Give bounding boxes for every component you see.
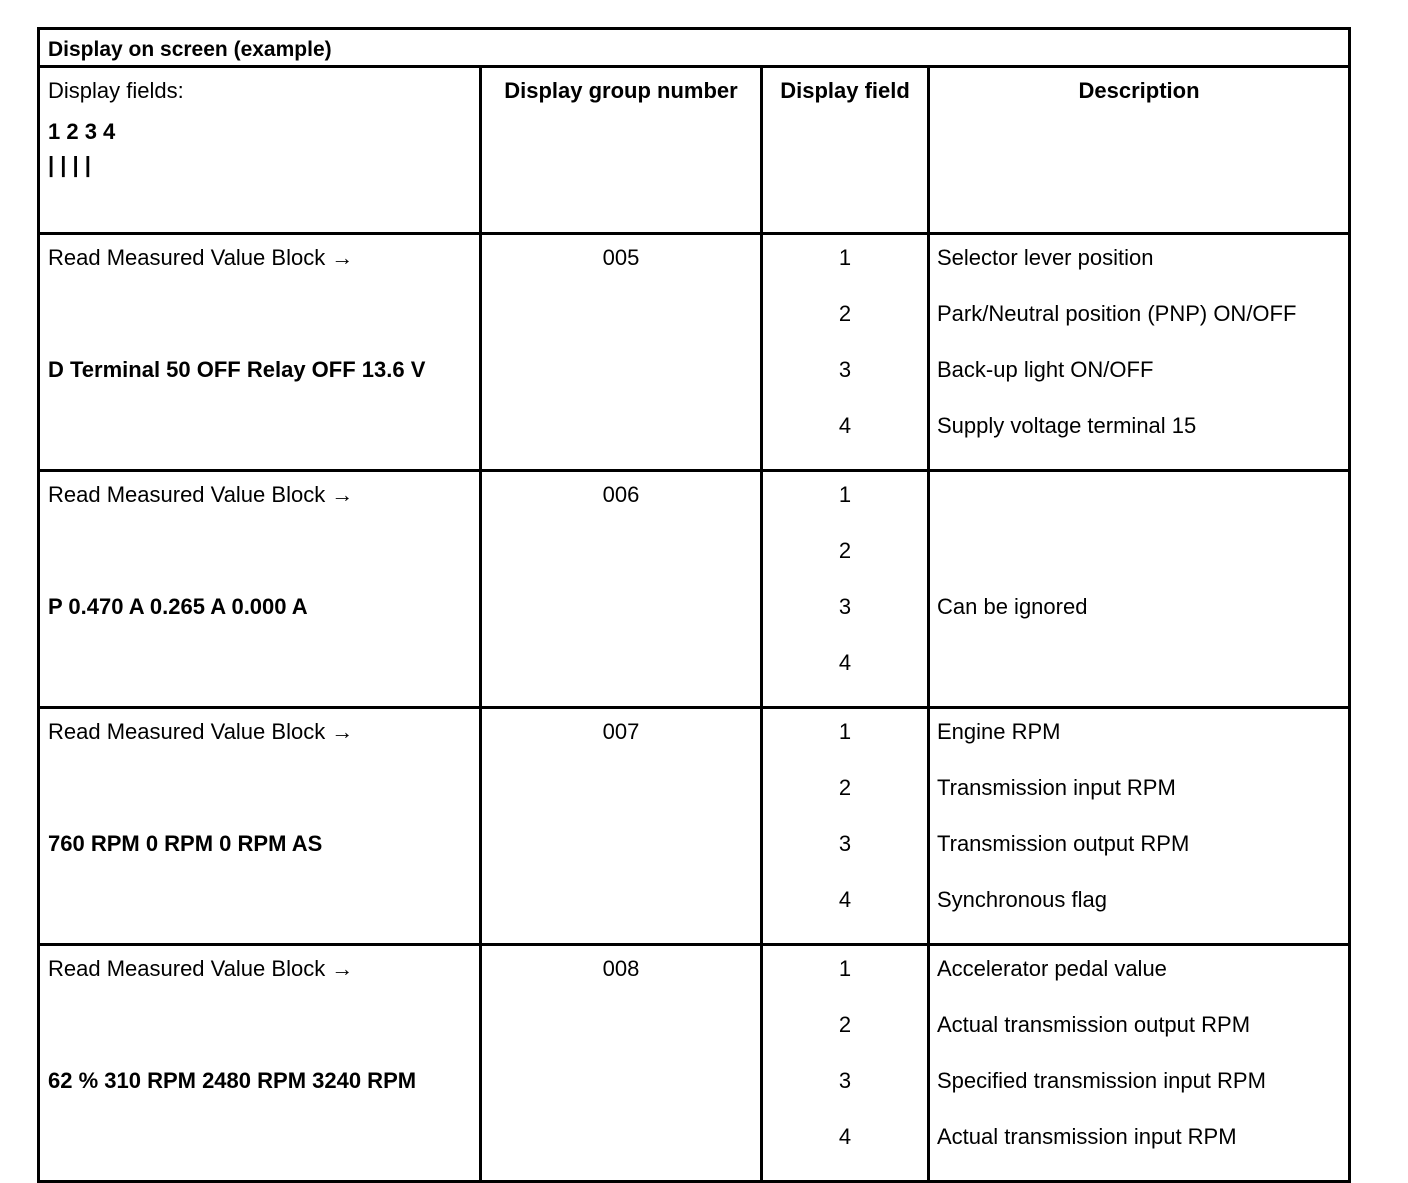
display-field-number: 4 — [838, 413, 852, 438]
field-description — [937, 482, 1340, 538]
field-description — [937, 650, 1340, 706]
display-field-cell — [762, 708, 929, 945]
table-row — [39, 945, 1350, 1182]
table-row — [39, 471, 1350, 708]
block-value: D Terminal 50 OFF Relay OFF 13.6 V — [48, 357, 426, 382]
block-value: 760 RPM 0 RPM 0 RPM AS — [48, 831, 323, 856]
display-field-cell — [762, 234, 929, 471]
display-field-number: 2 — [838, 1012, 852, 1037]
block-label-text: Read Measured Value Block — [48, 956, 326, 981]
group-number-header: Display group number — [481, 67, 762, 234]
description-header: Description — [929, 67, 1350, 234]
description-cell — [929, 945, 1350, 1182]
display-field-number: 1 — [838, 956, 852, 981]
display-field-cell — [762, 945, 929, 1182]
field-description: Synchronous flag — [937, 887, 1107, 912]
group-number: 007 — [481, 708, 762, 945]
block-label-text: Read Measured Value Block — [48, 245, 326, 270]
arrow-right-icon: → — [331, 719, 354, 744]
block-cell — [39, 708, 481, 945]
display-field-number: 2 — [838, 775, 852, 800]
display-fields-numbers: 1 2 3 4 — [48, 119, 116, 144]
display-field-number: 4 — [838, 650, 852, 675]
display-fields-pipes: | | | | — [48, 152, 91, 177]
field-description — [937, 538, 1340, 594]
block-cell — [39, 471, 481, 708]
block-value: 62 % 310 RPM 2480 RPM 3240 RPM — [48, 1068, 417, 1093]
arrow-right-icon: → — [331, 245, 354, 270]
field-description: Specified transmission input RPM — [937, 1068, 1266, 1093]
block-value: P 0.470 A 0.265 A 0.000 A — [48, 594, 308, 619]
arrow-right-icon: → — [331, 482, 354, 507]
field-description: Transmission input RPM — [937, 775, 1176, 800]
block-cell — [39, 945, 481, 1182]
table-row — [39, 708, 1350, 945]
group-number: 006 — [481, 471, 762, 708]
block-label-text: Read Measured Value Block — [48, 719, 326, 744]
description-cell — [929, 708, 1350, 945]
display-fields-label: Display fields: — [48, 78, 184, 103]
table-title: Display on screen (example) — [39, 29, 1350, 67]
display-field-number: 4 — [838, 1124, 852, 1149]
field-description: Accelerator pedal value — [937, 956, 1167, 981]
table-row — [39, 234, 1350, 471]
description-cell — [929, 471, 1350, 708]
display-field-cell — [762, 471, 929, 708]
display-field-number: 4 — [838, 887, 852, 912]
display-field-number: 3 — [838, 831, 852, 856]
group-number: 008 — [481, 945, 762, 1182]
block-label — [48, 719, 471, 775]
display-field-number: 1 — [838, 482, 852, 507]
block-label — [48, 956, 471, 1012]
field-description: Park/Neutral position (PNP) ON/OFF — [937, 301, 1297, 326]
group-number: 005 — [481, 234, 762, 471]
display-field-number: 2 — [838, 538, 852, 563]
block-cell — [39, 234, 481, 471]
display-field-number: 3 — [838, 594, 852, 619]
arrow-right-icon: → — [331, 956, 354, 981]
display-field-number: 3 — [838, 1068, 852, 1093]
field-description: Supply voltage terminal 15 — [937, 413, 1197, 438]
field-description: Actual transmission input RPM — [937, 1124, 1237, 1149]
field-description: Back-up light ON/OFF — [937, 357, 1154, 382]
display-fields-header — [39, 67, 481, 234]
block-label — [48, 482, 471, 538]
field-description: Engine RPM — [937, 719, 1061, 744]
display-field-number: 2 — [838, 301, 852, 326]
measured-value-table — [37, 27, 1351, 1183]
display-field-header: Display field — [762, 67, 929, 234]
description-cell — [929, 234, 1350, 471]
display-field-number: 1 — [838, 245, 852, 270]
field-description: Actual transmission output RPM — [937, 1012, 1251, 1037]
display-field-number: 1 — [838, 719, 852, 744]
field-description: Can be ignored — [937, 594, 1088, 619]
block-label-text: Read Measured Value Block — [48, 482, 326, 507]
field-description: Transmission output RPM — [937, 831, 1190, 856]
display-field-number: 3 — [838, 357, 852, 382]
block-label — [48, 245, 471, 301]
field-description: Selector lever position — [937, 245, 1154, 270]
